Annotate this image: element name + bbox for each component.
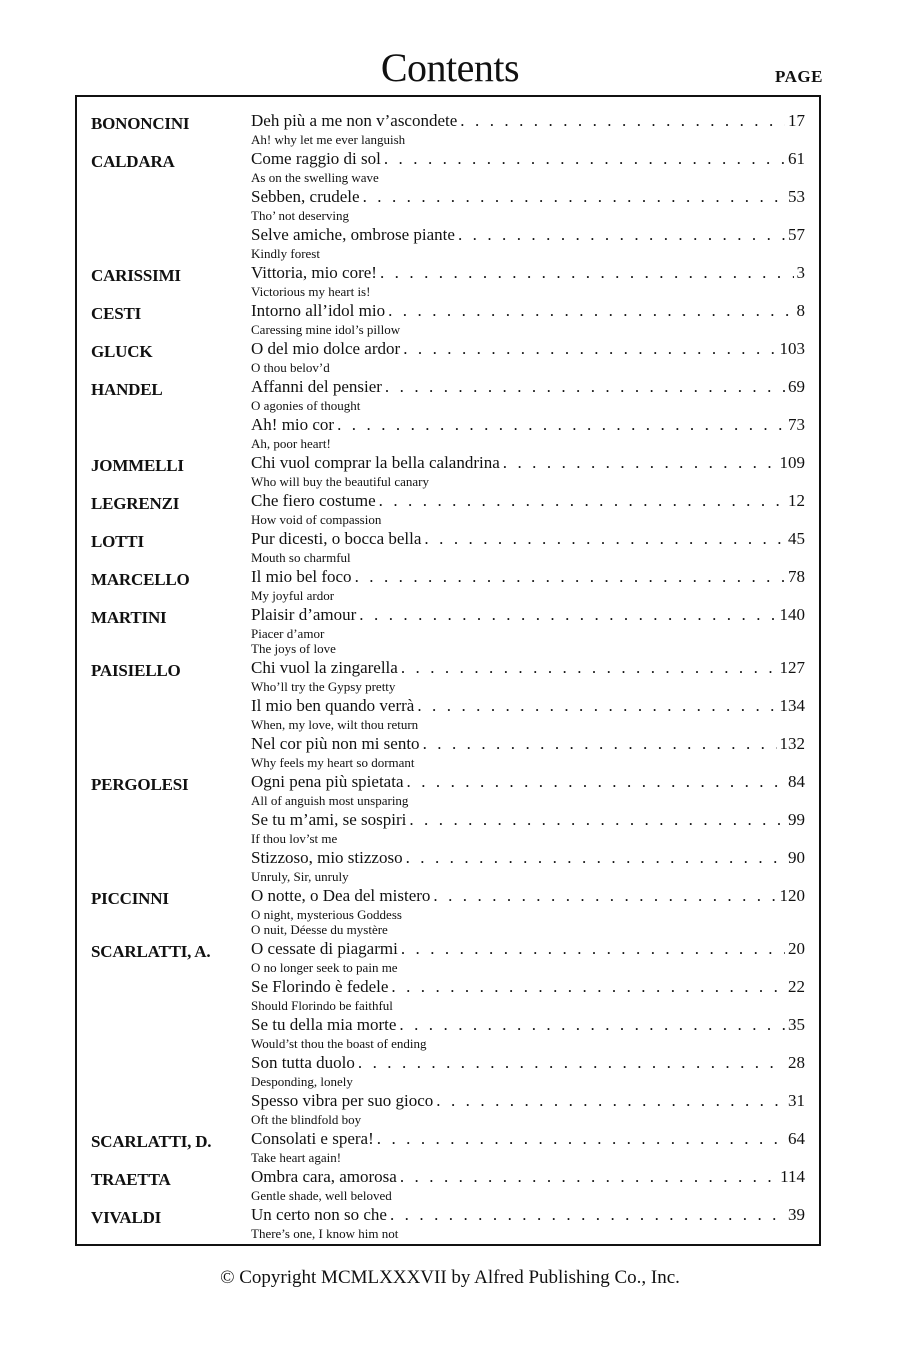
song-translation: If thou lov’st me bbox=[251, 831, 338, 846]
song-entry bbox=[251, 1128, 805, 1165]
dot-leader bbox=[384, 148, 785, 170]
dot-leader bbox=[377, 1128, 785, 1150]
song-title: Vittoria, mio core! bbox=[251, 263, 377, 282]
song-entry bbox=[251, 1204, 805, 1241]
composer-group bbox=[91, 885, 805, 938]
dot-leader bbox=[385, 376, 785, 398]
song-entry bbox=[251, 414, 805, 451]
song-title-row bbox=[251, 1204, 805, 1226]
composer-group bbox=[91, 657, 805, 771]
page-number: 99 bbox=[788, 810, 805, 829]
composer-group bbox=[91, 1128, 805, 1166]
song-translation: As on the swelling wave bbox=[251, 170, 379, 185]
song-title: Sebben, crudele bbox=[251, 187, 360, 206]
composer-name: SCARLATTI, A. bbox=[91, 942, 211, 961]
song-title-row bbox=[251, 262, 805, 284]
page-number: 31 bbox=[788, 1091, 805, 1110]
page-number: 17 bbox=[788, 111, 805, 130]
composer-name: TRAETTA bbox=[91, 1170, 171, 1189]
song-translation: Piacer d’amor bbox=[251, 626, 325, 641]
song-entry bbox=[251, 1166, 805, 1203]
song-title-row bbox=[251, 885, 805, 907]
dot-leader bbox=[337, 414, 785, 436]
song-translation: Gentle shade, well beloved bbox=[251, 1188, 392, 1203]
page-number: 28 bbox=[788, 1053, 805, 1072]
dot-leader bbox=[407, 771, 786, 793]
song-title: Deh più a me non v’ascondete bbox=[251, 111, 458, 130]
song-title-row bbox=[251, 566, 805, 588]
song-title: Ah! mio cor bbox=[251, 415, 335, 434]
song-list bbox=[251, 148, 805, 262]
page-number: 57 bbox=[788, 225, 805, 244]
song-title-row bbox=[251, 847, 805, 869]
dot-leader bbox=[355, 566, 785, 588]
song-list bbox=[251, 452, 805, 490]
dot-leader bbox=[358, 1052, 785, 1074]
page-number: 73 bbox=[788, 415, 805, 434]
song-translation: Ah, poor heart! bbox=[251, 436, 331, 451]
composer-group bbox=[91, 338, 805, 376]
song-translation: How void of compassion bbox=[251, 512, 382, 527]
song-translation: My joyful ardor bbox=[251, 588, 335, 603]
dot-leader bbox=[460, 110, 785, 132]
page-number: 61 bbox=[788, 149, 805, 168]
song-title-row bbox=[251, 528, 805, 550]
song-title: O cessate di piagarmi bbox=[251, 939, 398, 958]
song-translation: O thou belov’d bbox=[251, 360, 330, 375]
dot-leader bbox=[399, 1014, 785, 1036]
song-list bbox=[251, 1166, 805, 1204]
song-title: Un certo non so che bbox=[251, 1205, 387, 1224]
dot-leader bbox=[388, 300, 793, 322]
contents-frame bbox=[75, 95, 821, 1246]
song-entry bbox=[251, 885, 805, 937]
song-translation: Why feels my heart so dormant bbox=[251, 755, 415, 770]
composer-name: SCARLATTI, D. bbox=[91, 1132, 212, 1151]
song-title-row bbox=[251, 186, 805, 208]
song-translation: Unruly, Sir, unruly bbox=[251, 869, 349, 884]
song-title: Se Florindo è fedele bbox=[251, 977, 389, 996]
composer-group bbox=[91, 566, 805, 604]
song-entry bbox=[251, 938, 805, 975]
song-title: Il mio ben quando verrà bbox=[251, 696, 415, 715]
page-number: 8 bbox=[796, 301, 805, 320]
song-title: O notte, o Dea del mistero bbox=[251, 886, 431, 905]
page-number: 127 bbox=[779, 658, 805, 677]
composer-group bbox=[91, 452, 805, 490]
page-number: 3 bbox=[796, 263, 805, 282]
song-title-row bbox=[251, 657, 805, 679]
song-title: Spesso vibra per suo gioco bbox=[251, 1091, 434, 1110]
song-title: Consolati e spera! bbox=[251, 1129, 374, 1148]
song-entry bbox=[251, 110, 805, 147]
song-translation: The joys of love bbox=[251, 641, 336, 656]
song-entry bbox=[251, 338, 805, 375]
song-entry bbox=[251, 566, 805, 603]
composer-name: MARCELLO bbox=[91, 570, 190, 589]
song-list bbox=[251, 604, 805, 657]
page-number: 114 bbox=[780, 1167, 805, 1186]
song-translation: When, my love, wilt thou return bbox=[251, 717, 419, 732]
composer-name: HANDEL bbox=[91, 380, 163, 399]
song-title-row bbox=[251, 771, 805, 793]
song-translation: Would’st thou the boast of ending bbox=[251, 1036, 427, 1051]
composer-group bbox=[91, 604, 805, 657]
song-translation: O agonies of thought bbox=[251, 398, 361, 413]
song-title-row bbox=[251, 300, 805, 322]
page-number: 109 bbox=[779, 453, 805, 472]
page-number: 134 bbox=[779, 696, 805, 715]
song-entry bbox=[251, 695, 805, 732]
song-entry bbox=[251, 528, 805, 565]
contents-list bbox=[91, 110, 805, 1242]
dot-leader bbox=[403, 338, 776, 360]
composer-group bbox=[91, 1166, 805, 1204]
song-title-row bbox=[251, 1166, 805, 1188]
song-title: Come raggio di sol bbox=[251, 149, 381, 168]
dot-leader bbox=[363, 186, 785, 208]
song-title-row bbox=[251, 695, 805, 717]
song-title: Chi vuol la zingarella bbox=[251, 658, 398, 677]
composer-group bbox=[91, 300, 805, 338]
composer-name: PERGOLESI bbox=[91, 775, 189, 794]
dot-leader bbox=[503, 452, 777, 474]
song-entry bbox=[251, 452, 805, 489]
composer-group bbox=[91, 1204, 805, 1242]
song-title-row bbox=[251, 452, 805, 474]
dot-leader bbox=[400, 1166, 777, 1188]
song-translation: All of anguish most unsparing bbox=[251, 793, 409, 808]
song-title: Son tutta duolo bbox=[251, 1053, 355, 1072]
composer-group bbox=[91, 490, 805, 528]
song-translation: Ah! why let me ever languish bbox=[251, 132, 406, 147]
page-number: 20 bbox=[788, 939, 805, 958]
song-title-row bbox=[251, 148, 805, 170]
song-translation: There’s one, I know him not bbox=[251, 1226, 399, 1241]
page-column-label: PAGE bbox=[775, 67, 823, 86]
dot-leader bbox=[401, 657, 777, 679]
composer-group bbox=[91, 376, 805, 452]
dot-leader bbox=[424, 528, 785, 550]
composer-group bbox=[91, 262, 805, 300]
dot-leader bbox=[401, 938, 785, 960]
page-number: 90 bbox=[788, 848, 805, 867]
composer-name: CALDARA bbox=[91, 152, 175, 171]
page-number: 53 bbox=[788, 187, 805, 206]
song-title: Nel cor più non mi sento bbox=[251, 734, 420, 753]
dot-leader bbox=[379, 490, 785, 512]
page-number: 35 bbox=[788, 1015, 805, 1034]
song-entry bbox=[251, 224, 805, 261]
song-list bbox=[251, 938, 805, 1128]
song-title-row bbox=[251, 809, 805, 831]
song-title: Se tu della mia morte bbox=[251, 1015, 397, 1034]
page-number: 78 bbox=[788, 567, 805, 586]
song-title-row bbox=[251, 733, 805, 755]
dot-leader bbox=[417, 695, 776, 717]
page-number: 69 bbox=[788, 377, 805, 396]
page-number: 120 bbox=[779, 886, 805, 905]
song-title-row bbox=[251, 224, 805, 246]
song-title-row bbox=[251, 376, 805, 398]
song-entry bbox=[251, 186, 805, 223]
song-translation: Oft the blindfold boy bbox=[251, 1112, 362, 1127]
song-title: Che fiero costume bbox=[251, 491, 376, 510]
song-title: Affanni del pensier bbox=[251, 377, 382, 396]
page-title: Contents bbox=[380, 45, 520, 90]
composer-name: CESTI bbox=[91, 304, 142, 323]
dot-leader bbox=[359, 604, 776, 626]
composer-name: JOMMELLI bbox=[91, 456, 184, 475]
song-title: Se tu m’ami, se sospiri bbox=[251, 810, 407, 829]
song-entry bbox=[251, 657, 805, 694]
song-entry bbox=[251, 1052, 805, 1089]
song-title: Intorno all’idol mio bbox=[251, 301, 386, 320]
composer-group bbox=[91, 771, 805, 885]
song-entry bbox=[251, 809, 805, 846]
page-number: 12 bbox=[788, 491, 805, 510]
composer-name: PAISIELLO bbox=[91, 661, 181, 680]
song-translation: Who’ll try the Gypsy pretty bbox=[251, 679, 396, 694]
song-list bbox=[251, 110, 805, 148]
song-translation: O no longer seek to pain me bbox=[251, 960, 398, 975]
song-translation: O night, mysterious Goddess bbox=[251, 907, 402, 922]
dot-leader bbox=[423, 733, 777, 755]
song-title: Pur dicesti, o bocca bella bbox=[251, 529, 422, 548]
song-list bbox=[251, 657, 805, 771]
dot-leader bbox=[406, 847, 785, 869]
composer-name: LOTTI bbox=[91, 532, 144, 551]
song-list bbox=[251, 262, 805, 300]
song-list bbox=[251, 528, 805, 566]
song-title-row bbox=[251, 604, 805, 626]
song-translation: Mouth so charmful bbox=[251, 550, 351, 565]
composer-name: BONONCINI bbox=[91, 114, 190, 133]
song-list bbox=[251, 771, 805, 885]
song-entry bbox=[251, 733, 805, 770]
song-list bbox=[251, 1204, 805, 1242]
song-entry bbox=[251, 376, 805, 413]
composer-group bbox=[91, 148, 805, 262]
song-entry bbox=[251, 1090, 805, 1127]
song-list bbox=[251, 566, 805, 604]
page-number: 64 bbox=[788, 1129, 805, 1148]
song-title-row bbox=[251, 1128, 805, 1150]
song-entry bbox=[251, 262, 805, 299]
composer-name: PICCINNI bbox=[91, 889, 169, 908]
song-list bbox=[251, 885, 805, 938]
song-title-row bbox=[251, 490, 805, 512]
song-title-row bbox=[251, 414, 805, 436]
song-title: Il mio bel foco bbox=[251, 567, 352, 586]
song-list bbox=[251, 490, 805, 528]
song-title: Plaisir d’amour bbox=[251, 605, 357, 624]
song-entry bbox=[251, 490, 805, 527]
page-number: 140 bbox=[779, 605, 805, 624]
page-number: 84 bbox=[788, 772, 805, 791]
composer-name: LEGRENZI bbox=[91, 494, 180, 513]
song-list bbox=[251, 300, 805, 338]
composer-name: GLUCK bbox=[91, 342, 153, 361]
song-title-row bbox=[251, 1090, 805, 1112]
song-entry bbox=[251, 771, 805, 808]
dot-leader bbox=[391, 976, 785, 998]
composer-group bbox=[91, 528, 805, 566]
song-translation: Should Florindo be faithful bbox=[251, 998, 393, 1013]
song-title: Stizzoso, mio stizzoso bbox=[251, 848, 403, 867]
song-translation: O nuit, Déesse du mystère bbox=[251, 922, 388, 937]
dot-leader bbox=[433, 885, 776, 907]
song-title: Chi vuol comprar la bella calandrina bbox=[251, 453, 500, 472]
song-entry bbox=[251, 847, 805, 884]
song-translation: Take heart again! bbox=[251, 1150, 342, 1165]
song-entry bbox=[251, 1014, 805, 1051]
song-title-row bbox=[251, 1014, 805, 1036]
song-entry bbox=[251, 148, 805, 185]
page-number: 103 bbox=[779, 339, 805, 358]
song-entry bbox=[251, 604, 805, 656]
composer-group bbox=[91, 938, 805, 1128]
song-title-row bbox=[251, 976, 805, 998]
song-title: Selve amiche, ombrose piante bbox=[251, 225, 455, 244]
song-list bbox=[251, 376, 805, 452]
song-title-row bbox=[251, 1052, 805, 1074]
dot-leader bbox=[390, 1204, 785, 1226]
song-list bbox=[251, 338, 805, 376]
song-entry bbox=[251, 300, 805, 337]
composer-name: VIVALDI bbox=[91, 1208, 162, 1227]
song-title-row bbox=[251, 110, 805, 132]
dot-leader bbox=[458, 224, 785, 246]
composer-name: CARISSIMI bbox=[91, 266, 181, 285]
song-title: Ombra cara, amorosa bbox=[251, 1167, 397, 1186]
song-translation: Kindly forest bbox=[251, 246, 320, 261]
song-entry bbox=[251, 976, 805, 1013]
song-title: O del mio dolce ardor bbox=[251, 339, 401, 358]
page-number: 39 bbox=[788, 1205, 805, 1224]
song-translation: Desponding, lonely bbox=[251, 1074, 353, 1089]
page-number: 22 bbox=[788, 977, 805, 996]
song-translation: Tho’ not deserving bbox=[251, 208, 349, 223]
song-translation: Caressing mine idol’s pillow bbox=[251, 322, 401, 337]
dot-leader bbox=[409, 809, 785, 831]
song-title-row bbox=[251, 338, 805, 360]
song-list bbox=[251, 1128, 805, 1166]
composer-name: MARTINI bbox=[91, 608, 167, 627]
copyright-notice: © Copyright MCMLXXXVII by Alfred Publishing Co., Inc. bbox=[220, 1267, 680, 1288]
song-translation: Victorious my heart is! bbox=[251, 284, 371, 299]
dot-leader bbox=[436, 1090, 785, 1112]
composer-group bbox=[91, 110, 805, 148]
page-number: 45 bbox=[788, 529, 805, 548]
song-title: Ogni pena più spietata bbox=[251, 772, 404, 791]
page-number: 132 bbox=[779, 734, 805, 753]
song-title-row bbox=[251, 938, 805, 960]
song-translation: Who will buy the beautiful canary bbox=[251, 474, 429, 489]
dot-leader bbox=[380, 262, 794, 284]
